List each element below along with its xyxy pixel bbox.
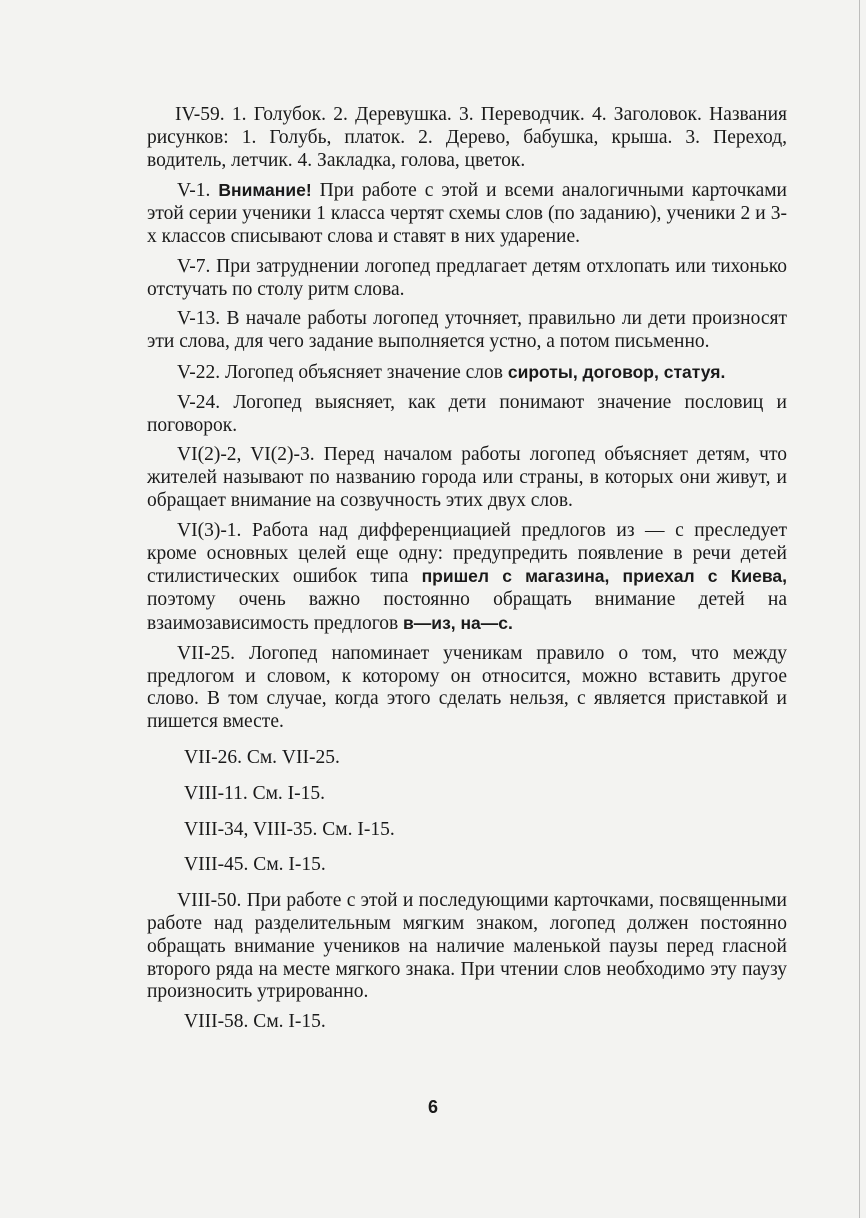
paragraph-iv-59: IV-59. 1. Голубок. 2. Деревушка. 3. Переводчик. 4. Заголовок. Названия рисунков: 1. Голубь, платок. 2. Дерево, бабушка, крыша. 3. Переход, водитель, летчик. 4. Закладка, голова, цветок.	[147, 104, 787, 171]
bold-text: пришел с магазина, приехал с Киева,	[421, 566, 787, 587]
text-body	[147, 104, 787, 1034]
text-span: поэтому очень важно постоянно обращать внимание детей на взаимозависимость предлогов	[147, 589, 787, 634]
page-number: 6	[427, 1097, 438, 1117]
ref-viii-45: VIII-45. См. I-15.	[184, 854, 326, 876]
text-span: V-22. Логопед объясняет значение слов	[177, 361, 508, 383]
paragraph-v-22	[147, 361, 787, 385]
bold-text: в—из, на—с.	[403, 612, 513, 633]
ref-viii-58: VIII-58. См. I-15.	[184, 1011, 326, 1033]
paragraph-v-13: V-13. В начале работы логопед уточняет, правильно ли дети произносят эти слова, для чего задание выполняется устно, а потом письменно.	[147, 308, 787, 353]
paragraph-v-1	[147, 179, 787, 248]
bold-text: сироты, договор, статуя.	[507, 361, 726, 382]
paragraph-vi-2-2: VI(2)-2, VI(2)-3. Перед началом работы логопед объясняет детям, что жителей называют по названию города или страны, в которых они живут, и обращает внимание на созвучность этих двух слов.	[147, 444, 787, 511]
ref-vii-26: VII-26. См. VII-25.	[184, 746, 340, 768]
text-span: При работе с этой и всеми аналогичными карточками этой серии ученики 1 класса чертят схемы слов (по заданию), ученики 2 и 3-х классов списывают слова и ставят в них ударение.	[147, 180, 787, 247]
paragraph-vi-3-1	[147, 520, 787, 636]
page-edge-line	[859, 0, 860, 1218]
ref-viii-34: VIII-34, VIII-35. См. I-15.	[184, 818, 395, 840]
paragraph-v-7: V-7. При затруднении логопед предлагает детям отхлопать или тихонько отстучать по столу ритм слова.	[147, 255, 787, 300]
paragraph-vii-25: VII-25. Логопед напоминает ученикам правило о том, что между предлогом и словом, к которому он относится, можно вставить другое слово. В том случае, когда этого сделать нельзя, с является приставкой и пишется вместе.	[147, 642, 787, 733]
text-span: VI(3)-1. Работа над дифференциацией предлогов из — с преследует кроме основных целей еще одну: предупредить появление в речи детей стилистических ошибок типа	[147, 519, 787, 588]
ref-viii-11: VIII-11. См. I-15.	[184, 782, 326, 804]
paragraph-viii-50: VIII-50. При работе с этой и последующими карточками, посвященными работе над разделительным мягким знаком, логопед должен постоянно обращать внимание учеников на наличие маленькой паузы перед гласной второго ряда на месте мягкого знака. При чтении слов необходимо эту паузу произносить утрированно.	[147, 890, 787, 1003]
text-span: V-1.	[177, 180, 219, 202]
bold-text: Внимание!	[218, 180, 312, 201]
paragraph-v-24: V-24. Логопед выясняет, как дети понимают значение пословиц и поговорок.	[147, 391, 787, 436]
